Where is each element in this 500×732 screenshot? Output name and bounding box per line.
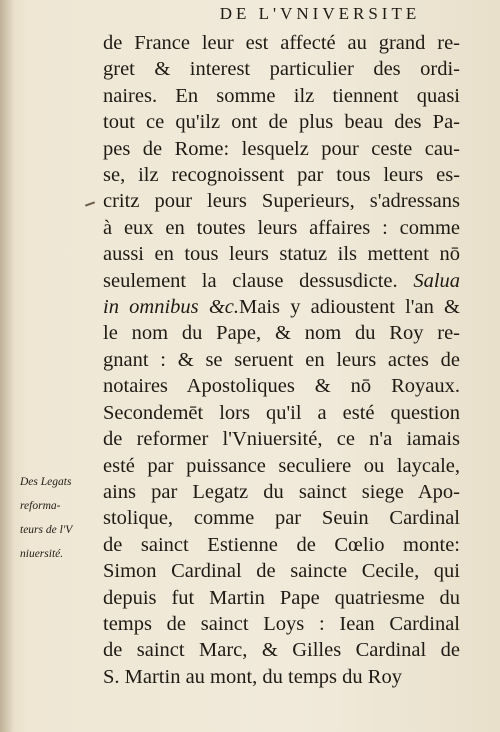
text-line-20: de sainct Estienne de Cœlio monte: xyxy=(103,533,460,556)
text-line-10-main: seulement la clause dessusdicte. xyxy=(103,269,398,292)
text-line-21: Simon Cardinal de saincte Cecile, qui xyxy=(103,560,460,583)
text-line-10-italic: Salua xyxy=(413,269,461,292)
text-line-1: de France leur est affecté au grand re- xyxy=(103,32,460,54)
body-text xyxy=(103,30,460,690)
text-line-22: depuis fut Martin Pape quatriesme du xyxy=(103,586,460,609)
text-line-14: notaires Apostoliques & nō Royaux. xyxy=(103,375,460,398)
text-line-9: aussi en tous leurs statuz ils mettent nō xyxy=(103,243,460,266)
text-line-25: S. Martin au mont, du temps du Roy xyxy=(103,665,402,688)
text-line-2: gret & interest particulier des ordi- xyxy=(103,58,460,81)
text-line-11 xyxy=(103,294,460,320)
text-line-19: stolique, comme par Seuin Cardinal xyxy=(103,507,460,530)
text-line-15: Secondemēt lors qu'il a esté question xyxy=(103,401,460,424)
text-line-11-italic: in omnibus &c. xyxy=(103,296,239,319)
text-line-24: de sainct Marc, & Gilles Cardinal de xyxy=(103,639,460,662)
text-line-8: à eux en toutes leurs affaires : comme xyxy=(103,216,460,239)
text-line-11-rest: Mais y adioustent l'an & xyxy=(239,296,460,319)
text-line-12: le nom du Pape, & nom du Roy re- xyxy=(103,322,460,345)
text-line-4: tout ce qu'ilz ont de plus beau des Pa- xyxy=(103,111,460,134)
text-line-3: naires. En somme ilz tiennent quasi xyxy=(103,84,460,107)
text-line-17: esté par puissance seculiere ou laycale, xyxy=(103,454,460,477)
text-line-5: pes de Rome: lesquelz pour ceste cau- xyxy=(103,137,460,160)
margin-note-line-4: niuersité. xyxy=(20,548,64,560)
running-head: DE L'VNIVERSITE xyxy=(219,4,421,23)
text-line-18: ains par Legatz du sainct siege Apo- xyxy=(103,480,460,503)
margin-note-line-2: reforma- xyxy=(20,500,61,512)
gutter-shadow xyxy=(0,0,14,732)
margin-note-line-3: teurs de l'V xyxy=(20,524,73,536)
ink-mark xyxy=(85,201,95,206)
text-line-10 xyxy=(103,268,460,294)
text-line-6: se, ilz recognoissent par tous leurs es- xyxy=(103,164,460,187)
margin-note xyxy=(20,470,104,566)
text-line-13: gnant : & se seruent en leurs actes de xyxy=(103,348,460,371)
text-line-16: de reformer l'Vniuersité, ce n'a iamais xyxy=(103,428,460,451)
text-line-7: critz pour leurs Superieurs, s'adressans xyxy=(103,190,460,213)
margin-note-line-1: Des Legats xyxy=(20,476,72,488)
text-line-23: temps de sainct Loys : Iean Cardinal xyxy=(103,612,460,635)
